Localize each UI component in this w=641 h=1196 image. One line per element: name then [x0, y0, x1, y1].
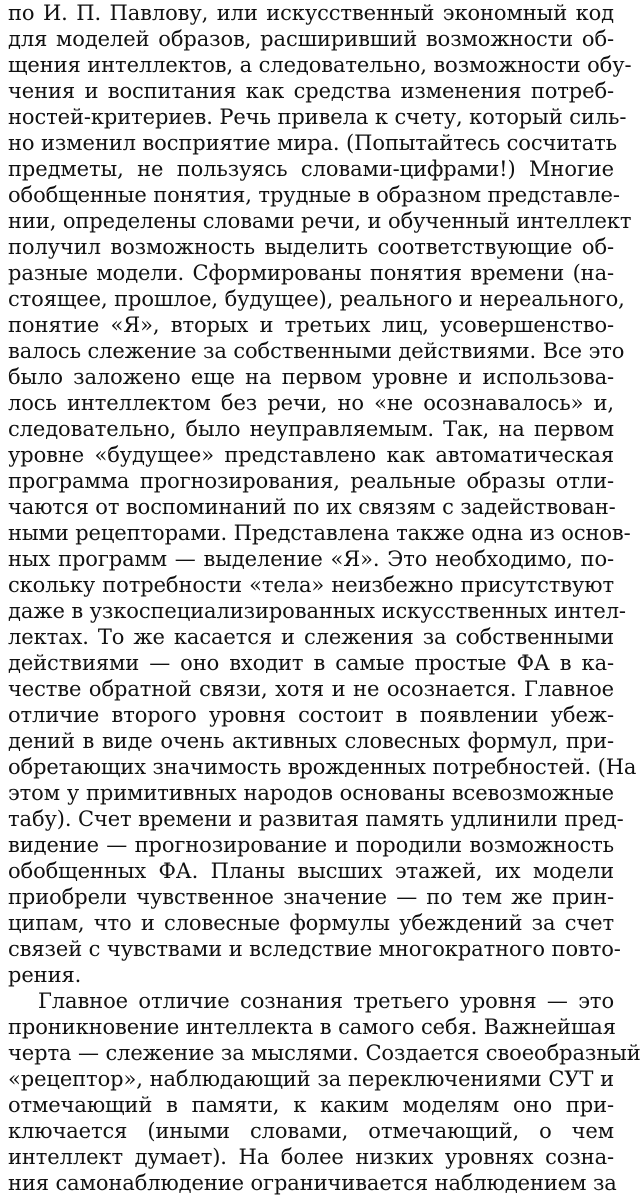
- text-line: рения.: [8, 963, 82, 987]
- text-line: чаются от воспоминаний по их связям с задействован-: [8, 495, 616, 519]
- text-line: ключается (иными словами, отмечающий, о чем: [8, 1119, 614, 1143]
- text-line: чения и воспитания как средства изменения потреб-: [8, 79, 614, 103]
- text-line: стоящее, прошлое, будущее), реального и нереального,: [8, 287, 625, 311]
- text-line: для моделей образов, расширивший возможности об-: [8, 27, 614, 51]
- text-line: обобщенных ФА. Планы высших этажей, их модели: [8, 859, 614, 883]
- body-text: [8, 0, 641, 1196]
- text-line: дений в виде очень активных словесных формул, при-: [8, 729, 614, 753]
- text-line: отмечающий в памяти, к каким моделям оно при-: [8, 1093, 614, 1117]
- text-line: ностей-критериев. Речь привела к счету, который силь-: [8, 105, 627, 129]
- text-line: нии, определены словами речи, и обученный интеллект: [8, 209, 632, 233]
- text-line: ципам, что и словесные формулы убеждений за счет: [8, 911, 614, 935]
- text-line: даже в узкоспециализированных искусственных интел-: [8, 599, 626, 623]
- text-line: уровне «будущее» представлено как автоматическая: [8, 443, 614, 467]
- text-line: этом у примитивных народов основаны всевозможные: [8, 781, 614, 805]
- text-line: программа прогнозирования, реальные образы отли-: [8, 469, 614, 493]
- text-line: лось интеллектом без речи, но «не осознавалось» и,: [8, 391, 614, 415]
- text-line: предметы, не пользуясь словами-цифрами!) Многие: [8, 157, 614, 181]
- text-line: скольку потребности «тела» неизбежно присутствуют: [8, 573, 614, 597]
- text-line: проникновение интеллекта в самого себя. Важнейшая: [8, 1015, 616, 1039]
- text-line: черта — слежение за мыслями. Создается своеобразный: [8, 1041, 641, 1065]
- text-line: отличие второго уровня состоит в появлении убеж-: [8, 703, 614, 727]
- text-line: щения интеллектов, а следовательно, возможности обу-: [8, 53, 632, 77]
- text-line: интеллект думает). На более низких уровнях созна-: [8, 1145, 614, 1169]
- text-line: действиями — оно входит в самые простые ФА в ка-: [8, 651, 614, 675]
- text-line: понятие «Я», вторых и третьих лиц, усовершенство-: [8, 313, 614, 337]
- text-line: ния самонаблюдение ограничивается наблюдением за: [8, 1171, 617, 1195]
- text-line: разные модели. Сформированы понятия времени (на-: [8, 261, 614, 285]
- text-line: табу). Счет времени и развитая память удлинили пред-: [8, 807, 624, 831]
- text-line: обретающих значимость врожденных потребностей. (На: [8, 755, 637, 779]
- text-line: валось слежение за собственными действиями. Все это: [8, 339, 625, 363]
- document-page: [8, 0, 641, 1195]
- text-line: «рецептор», наблюдающий за переключениями СУТ и: [8, 1067, 614, 1091]
- text-line: честве обратной связи, хотя и не осознается. Главное: [8, 677, 614, 701]
- text-line: приобрели чувственное значение — по тем же прин-: [8, 885, 614, 909]
- text-line: получил возможность выделить соответствующие об-: [8, 235, 614, 259]
- text-line: Главное отличие сознания третьего уровня — это: [38, 989, 614, 1013]
- text-line: видение — прогнозирование и породили возможность: [8, 833, 614, 857]
- text-line: обобщенные понятия, трудные в образном представле-: [8, 183, 620, 207]
- text-line: лектах. То же касается и слежения за собственными: [8, 625, 614, 649]
- text-line: было заложено еще на первом уровне и использова-: [8, 365, 614, 389]
- text-line: связей с чувствами и вследствие многократного повто-: [8, 937, 621, 961]
- text-line: следовательно, было неуправляемым. Так, на первом: [8, 417, 614, 441]
- text-line: ных программ — выделение «Я». Это необходимо, по-: [8, 547, 614, 571]
- text-line: но изменил восприятие мира. (Попытайтесь сосчитать: [8, 131, 617, 155]
- text-line: по И. П. Павлову, или искусственный экономный код: [8, 1, 614, 25]
- text-line: ными рецепторами. Представлена также одна из основ-: [8, 521, 631, 545]
